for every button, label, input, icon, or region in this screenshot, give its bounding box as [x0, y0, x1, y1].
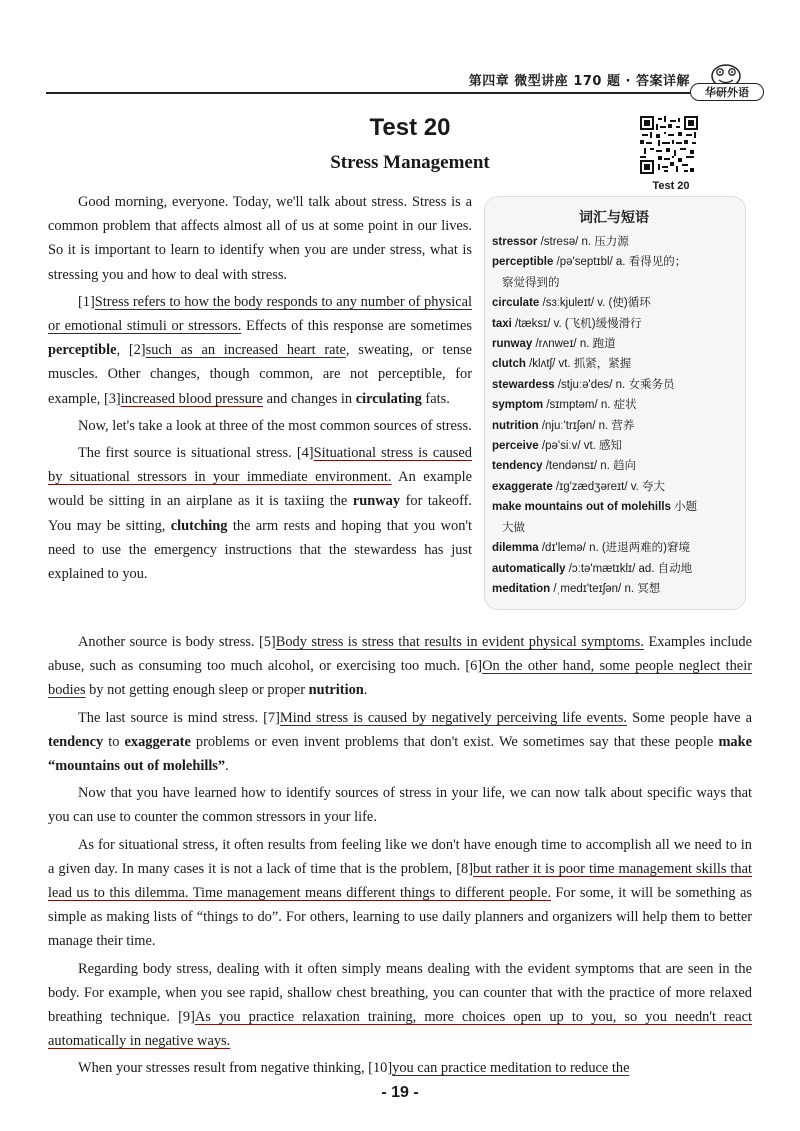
paragraph-definition: [1]Stress refers to how the body responds to any number of physical or emotional stimuli or stressors. Effects of this response are sometimes perceptible, [2]such as an increased heart rate, sweating, or tense muscles. Other changes, though common, are not perceptible, for example, [3]increased blood pressure and changes in circulating fats. [48, 293, 473, 407]
vocab-item: circulate /sɜːkjuleɪt/ v. (使)循环 [492, 297, 651, 310]
logo-text: 华研外语 [690, 83, 764, 101]
page-title: Test 20 [369, 114, 451, 141]
qr-code-label: Test 20 [652, 180, 690, 192]
vocab-item: perceptible /pə'septɪbl/ a. 看得见的； [492, 256, 687, 269]
body-column-narrow [48, 190, 472, 589]
chapter-title: 第四章 微型讲座 170 题 · 答案详解 [468, 74, 690, 89]
paragraph-counter-intro: Now that you have learned how to identify sources of stress in your life, we can now talk about specific ways that you can use to counter the common stressors in your life. [48, 785, 752, 826]
qr-code-icon[interactable] [640, 116, 698, 174]
vocab-item-continuation: 大做 [502, 521, 525, 534]
vocab-list [492, 232, 744, 599]
vocab-item: perceive /pə'siːv/ vt. 感知 [492, 440, 623, 453]
vocab-item: nutrition /njuː'trɪʃən/ n. 营养 [492, 419, 635, 432]
paragraph-sources: Now, let's take a look at three of the most common sources of stress. [78, 417, 472, 434]
paragraph-situational: The first source is situational stress. [4]Situational stress is caused by situational stressors in your immediate environment. An example would be sitting in an airplane as it is taxiing the runway for takeoff. You may be sitting, clutching the arm rests and hoping that you won't need to use the emergency instructions that the stewardess has just explained to you. [48, 445, 472, 583]
vocab-item: stewardess /stjuːə'des/ n. 女乘务员 [492, 378, 675, 391]
vocab-item: make mountains out of molehills 小题 [492, 501, 698, 514]
paragraph-mind-stress: The last source is mind stress. [7]Mind stress is caused by negatively perceiving life events. Some people have a tendency to exaggerate problems or even invent problems that don't exist. We sometimes say that these people make “mountains out of molehills”. [48, 709, 753, 775]
vocab-item: tendency /tendənsɪ/ n. 趋向 [492, 460, 637, 473]
paragraph-meditation: When your stresses result from negative thinking, [10]you can practice meditation to reduce the [78, 1060, 630, 1077]
vocab-item: exaggerate /ɪg'zædʒəreɪt/ v. 夸大 [492, 480, 666, 493]
vocab-item: meditation /ˌmedɪ'teɪʃən/ n. 冥想 [492, 582, 661, 595]
vocab-title: 词汇与短语 [579, 210, 649, 226]
body-column-wide [48, 630, 752, 1084]
vocab-item: dilemma /dɪ'lemə/ n. (进退两难的)窘境 [492, 542, 691, 555]
paragraph-time-management: As for situational stress, it often results from feeling like we don't have enough time to accomplish all we need to in a given day. In many cases it is not a lack of time that is the problem, [8]but rather it is poor time management skills that lead us to this dilemma. Time management means different things to different people. For some, it will be something as simple as making lists of “things to do”. For others, learning to use daily planners and organizers will help them to better manage their time. [48, 836, 752, 950]
vocab-item: stressor /stresə/ n. 压力源 [492, 236, 629, 248]
paragraph-intro: Good morning, everyone. Today, we'll talk about stress. Stress is a common problem that affects almost all of us at some point in our lives. So it is important to learn to identify when you are under stress, what is stressing you and how to deal with stress. [48, 194, 472, 283]
vocab-item-continuation: 察觉得到的 [502, 276, 560, 289]
vocab-item: taxi /tæksɪ/ v. (飞机)缓慢滑行 [492, 317, 642, 330]
paragraph-breathing: Regarding body stress, dealing with it often simply means dealing with the evident symptoms that are seen in the body. For example, when you see rapid, shallow chest breathing, you can counter that with the practice of more relaxed breathing technique. [9]As you practice relaxation training, more choices open up to you, so you needn't react automatically in negative ways. [48, 960, 752, 1050]
paragraph-body-stress: Another source is body stress. [5]Body stress is stress that results in evident physical symptoms. Examples include abuse, such as consuming too much alcohol, or exercising too much. [6]On the other hand, some people neglect their bodies by not getting enough sleep or proper nutrition. [48, 634, 753, 699]
vocab-item: automatically /ɔːtə'mætɪklɪ/ ad. 自动地 [492, 562, 693, 575]
vocab-item: clutch /klʌtʃ/ vt. 抓紧，紧握 [492, 358, 632, 371]
vocab-item: symptom /sɪmptəm/ n. 症状 [492, 399, 637, 412]
page-number: - 19 - [381, 1084, 419, 1101]
vocab-item: runway /rʌnweɪ/ n. 跑道 [492, 338, 616, 351]
page-header [46, 68, 690, 94]
page-subtitle: Stress Management [330, 152, 490, 173]
